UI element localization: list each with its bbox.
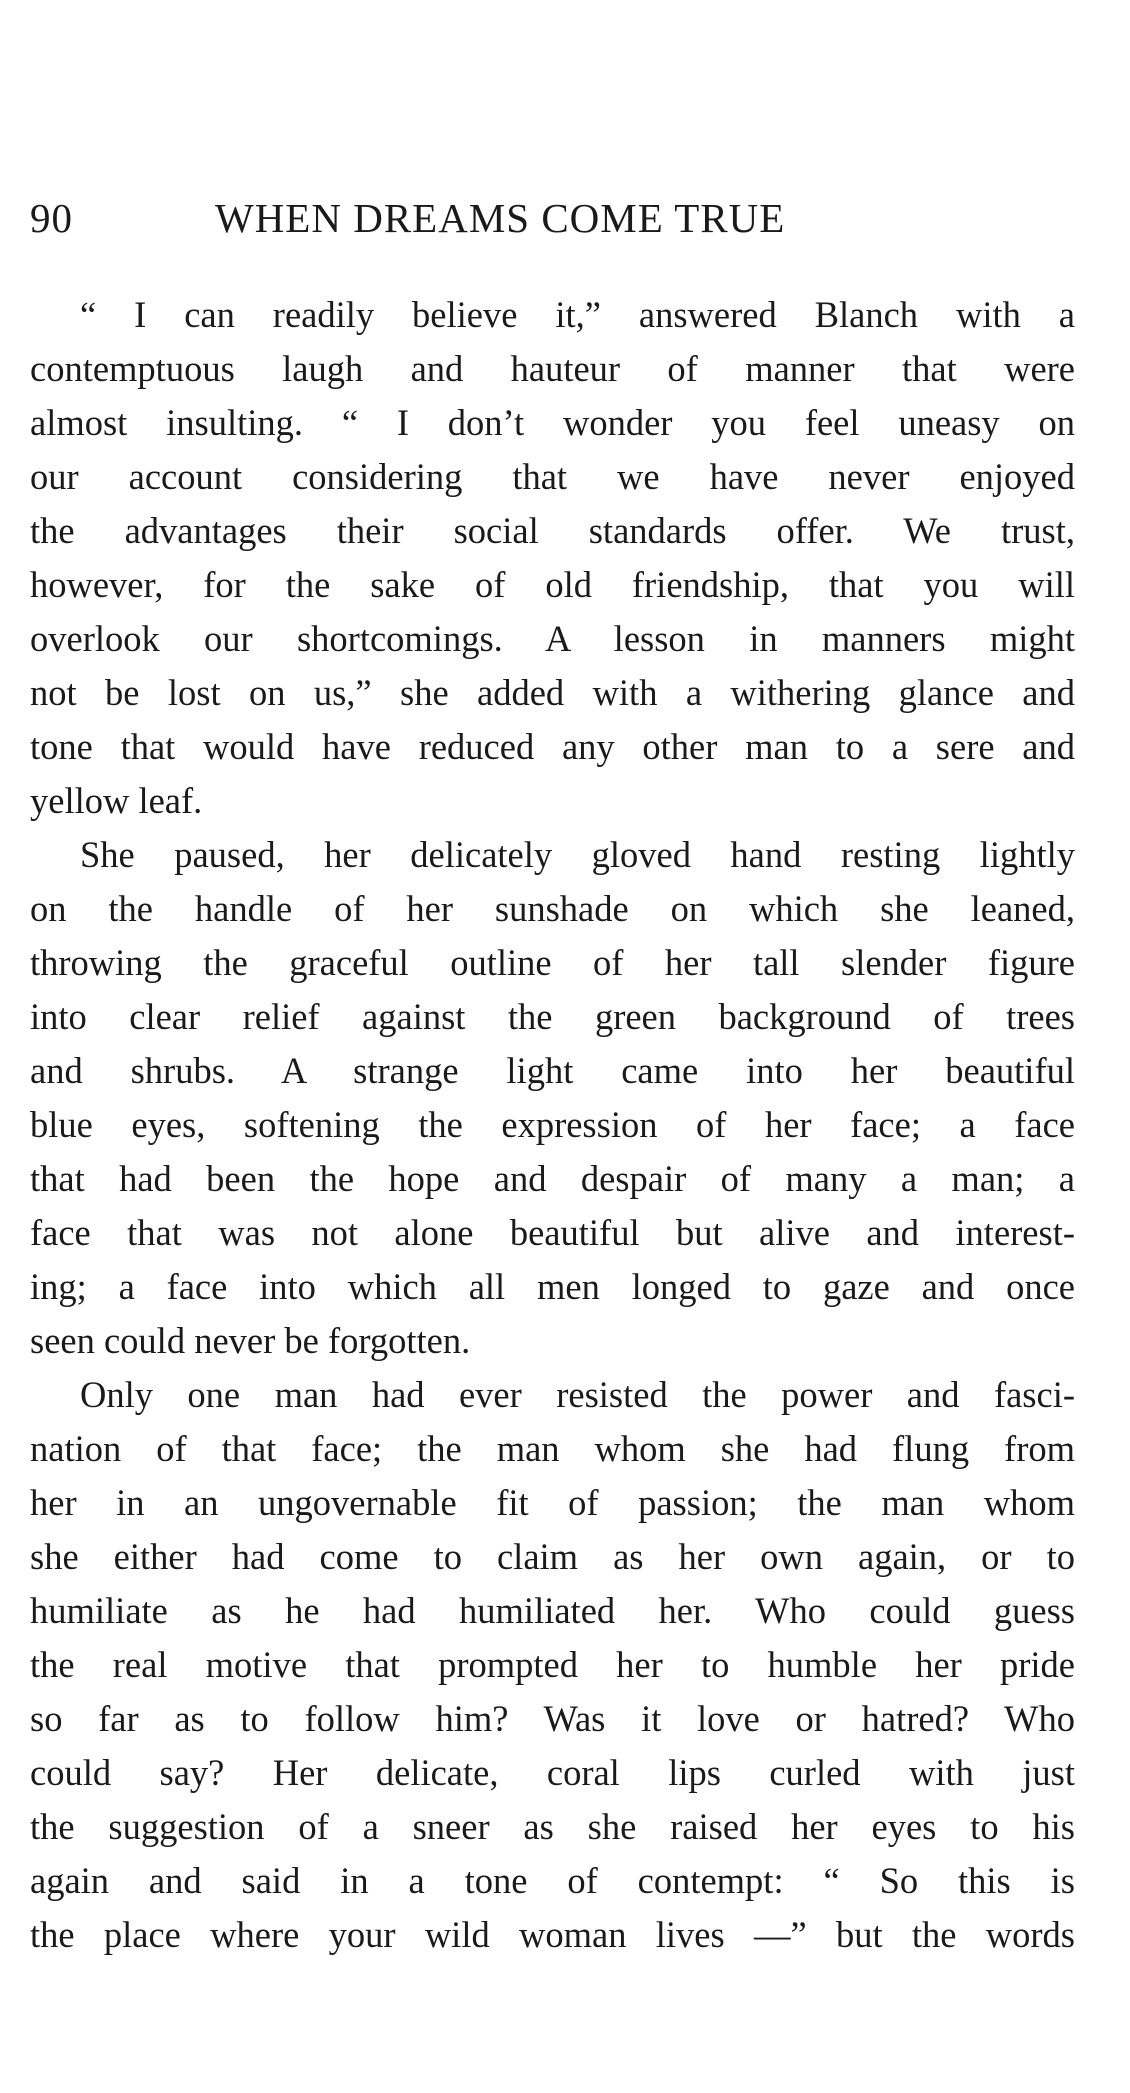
text-line: “ I can readily believe it,” answered Blanch with a	[80, 294, 1075, 335]
text-line: however, for the sake of old friendship, that you will	[30, 564, 1075, 605]
running-head	[30, 188, 1070, 248]
text-line: blue eyes, softening the expression of her face; a face	[30, 1104, 1075, 1145]
text-line: and shrubs. A strange light came into her beautiful	[30, 1050, 1075, 1091]
text-line: she either had come to claim as her own again, or to	[30, 1536, 1075, 1577]
text-line: Only one man had ever resisted the power and fasci-	[80, 1374, 1075, 1415]
text-line: that had been the hope and despair of many a man; a	[30, 1158, 1075, 1199]
text-line: our account considering that we have never enjoyed	[30, 456, 1075, 497]
text-line: could say? Her delicate, coral lips curled with just	[30, 1752, 1075, 1793]
text-line: yellow leaf.	[30, 780, 203, 821]
text-line: tone that would have reduced any other man to a sere and	[30, 726, 1075, 767]
text-line: overlook our shortcomings. A lesson in manners might	[30, 618, 1075, 659]
text-line: nation of that face; the man whom she had flung from	[30, 1428, 1075, 1469]
text-line: the place where your wild woman lives —” but the words	[30, 1914, 1075, 1955]
text-line: She paused, her delicately gloved hand resting lightly	[80, 834, 1075, 875]
text-line: again and said in a tone of contempt: “ So this is	[30, 1860, 1075, 1901]
text-line: seen could never be forgotten.	[30, 1320, 471, 1361]
text-line: the suggestion of a sneer as she raised her eyes to his	[30, 1806, 1075, 1847]
text-line: on the handle of her sunshade on which she leaned,	[30, 888, 1075, 929]
text-line: into clear relief against the green background of trees	[30, 996, 1075, 1037]
text-line: the advantages their social standards offer. We trust,	[30, 510, 1075, 551]
text-line: her in an ungovernable fit of passion; the man whom	[30, 1482, 1075, 1523]
text-line: so far as to follow him? Was it love or hatred? Who	[30, 1698, 1075, 1739]
text-line: face that was not alone beautiful but alive and interest-	[30, 1212, 1075, 1253]
text-line: almost insulting. “ I don’t wonder you feel uneasy on	[30, 402, 1075, 443]
book-title: WHEN DREAMS COME TRUE	[215, 195, 786, 241]
page-number: 90	[30, 195, 73, 241]
text-line: ing; a face into which all men longed to gaze and once	[30, 1266, 1075, 1307]
text-line: the real motive that prompted her to humble her pride	[30, 1644, 1075, 1685]
text-line: contemptuous laugh and hauteur of manner that were	[30, 348, 1075, 389]
text-line: humiliate as he had humiliated her. Who could guess	[30, 1590, 1075, 1631]
text-line: not be lost on us,” she added with a withering glance and	[30, 672, 1075, 713]
text-line: throwing the graceful outline of her tall slender figure	[30, 942, 1075, 983]
body-text	[30, 288, 1075, 1962]
